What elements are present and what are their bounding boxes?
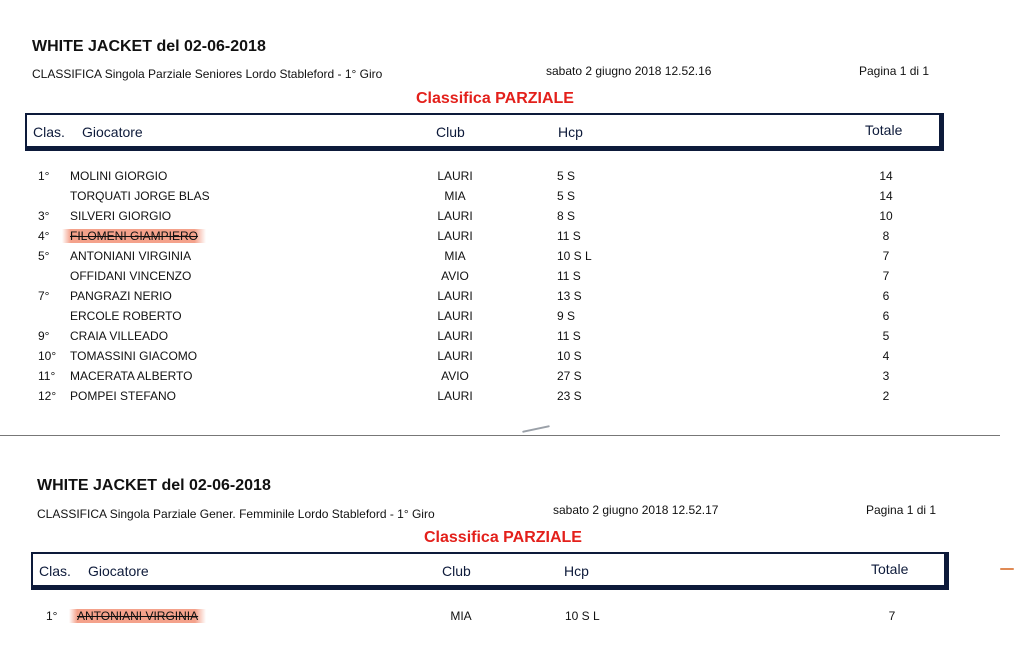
report-subtitle: CLASSIFICA Singola Parziale Seniores Lordo Stableford - 1° Giro [32,67,383,81]
table-row [0,386,1024,406]
hcp-cell: 10 S L [557,249,592,263]
table-row [0,366,1024,386]
header-hcp: Hcp [564,563,589,579]
hcp-cell: 5 S [557,189,576,203]
hcp-cell: 27 S [557,369,582,383]
club-cell: MIA [444,249,466,263]
position-cell: 9° [38,329,50,343]
total-cell: 7 [888,609,896,623]
hcp-cell: 11 S [557,329,581,343]
position-cell: 4° [38,229,50,243]
table-header [31,552,949,590]
club-cell: LAURI [437,309,473,323]
position-cell: 10° [38,349,57,363]
table-row [0,346,1024,366]
player-name: ERCOLE ROBERTO [70,309,182,323]
player-name: CRAIA VILLEADO [70,329,169,343]
page-divider [0,435,1000,436]
table-row [0,226,1024,246]
page-number: Pagina 1 di 1 [859,64,930,78]
hcp-cell: 10 S [557,349,582,363]
player-name: PANGRAZI NERIO [70,289,172,303]
position-cell: 5° [38,249,50,263]
player-name: TORQUATI JORGE BLAS [70,189,210,203]
club-cell: LAURI [437,289,473,303]
player-name: POMPEI STEFANO [70,389,177,403]
table-row [0,186,1024,206]
total-cell: 14 [879,169,893,183]
hcp-cell: 9 S [557,309,576,323]
player-name: FILOMENI GIAMPIERO [62,229,206,243]
report-section-femminile [0,437,1024,651]
total-cell: 6 [882,309,890,323]
club-cell: MIA [450,609,472,623]
total-cell: 5 [882,329,890,343]
total-cell: 14 [879,189,893,203]
club-cell: LAURI [437,169,473,183]
total-cell: 4 [882,349,890,363]
page-number: Pagina 1 di 1 [866,503,937,517]
header-club: Club [436,124,465,140]
header-giocatore: Giocatore [88,563,149,579]
report-subtitle: CLASSIFICA Singola Parziale Gener. Femminile Lordo Stableford - 1° Giro [37,507,435,521]
total-cell: 7 [882,269,890,283]
table-row [0,246,1024,266]
report-timestamp: sabato 2 giugno 2018 12.52.17 [553,503,719,517]
header-club: Club [442,563,471,579]
hcp-cell: 8 S [557,209,576,223]
club-cell: LAURI [437,229,473,243]
hcp-cell: 13 S [557,289,582,303]
header-hcp: Hcp [558,124,583,140]
header-clas: Clas. [33,124,65,140]
total-cell: 10 [879,209,893,223]
total-cell: 3 [882,369,890,383]
player-name: SILVERI GIORGIO [70,209,172,223]
club-cell: MIA [444,189,466,203]
player-name: TOMASSINI GIACOMO [70,349,198,363]
total-cell: 6 [882,289,890,303]
table-header [25,113,944,151]
position-cell: 7° [38,289,50,303]
hcp-cell: 11 S [557,269,581,283]
event-title: WHITE JACKET del 02-06-2018 [37,477,271,494]
header-giocatore: Giocatore [82,124,143,140]
club-cell: LAURI [437,389,473,403]
table-row [0,286,1024,306]
position-cell: 1° [46,609,58,623]
table-row [0,606,1024,626]
club-cell: LAURI [437,329,473,343]
classifica-title: Classifica PARZIALE [416,90,574,107]
hcp-cell: 10 S L [565,609,600,623]
hcp-cell: 5 S [557,169,576,183]
table-row [0,166,1024,186]
club-cell: AVIO [441,269,469,283]
table-row [0,266,1024,286]
total-cell: 8 [882,229,890,243]
scan-mark [1000,568,1014,570]
position-cell: 1° [38,169,50,183]
player-name: OFFIDANI VINCENZO [70,269,192,283]
player-name: ANTONIANI VIRGINIA [70,249,192,263]
club-cell: LAURI [437,209,473,223]
total-cell: 2 [882,389,890,403]
header-totale: Totale [871,561,909,577]
player-name: MOLINI GIORGIO [70,169,168,183]
table-row [0,206,1024,226]
classifica-title: Classifica PARZIALE [424,529,582,546]
player-name: MACERATA ALBERTO [70,369,193,383]
event-title: WHITE JACKET del 02-06-2018 [32,38,266,55]
header-clas: Clas. [39,563,71,579]
club-cell: AVIO [441,369,469,383]
table-row [0,326,1024,346]
report-timestamp: sabato 2 giugno 2018 12.52.16 [546,64,712,78]
club-cell: LAURI [437,349,473,363]
table-row [0,306,1024,326]
position-cell: 11° [38,369,56,383]
position-cell: 12° [38,389,57,403]
total-cell: 7 [882,249,890,263]
position-cell: 3° [38,209,50,223]
player-name: ANTONIANI VIRGINIA [69,609,206,623]
header-totale: Totale [865,122,903,138]
hcp-cell: 11 S [557,229,581,243]
hcp-cell: 23 S [557,389,582,403]
